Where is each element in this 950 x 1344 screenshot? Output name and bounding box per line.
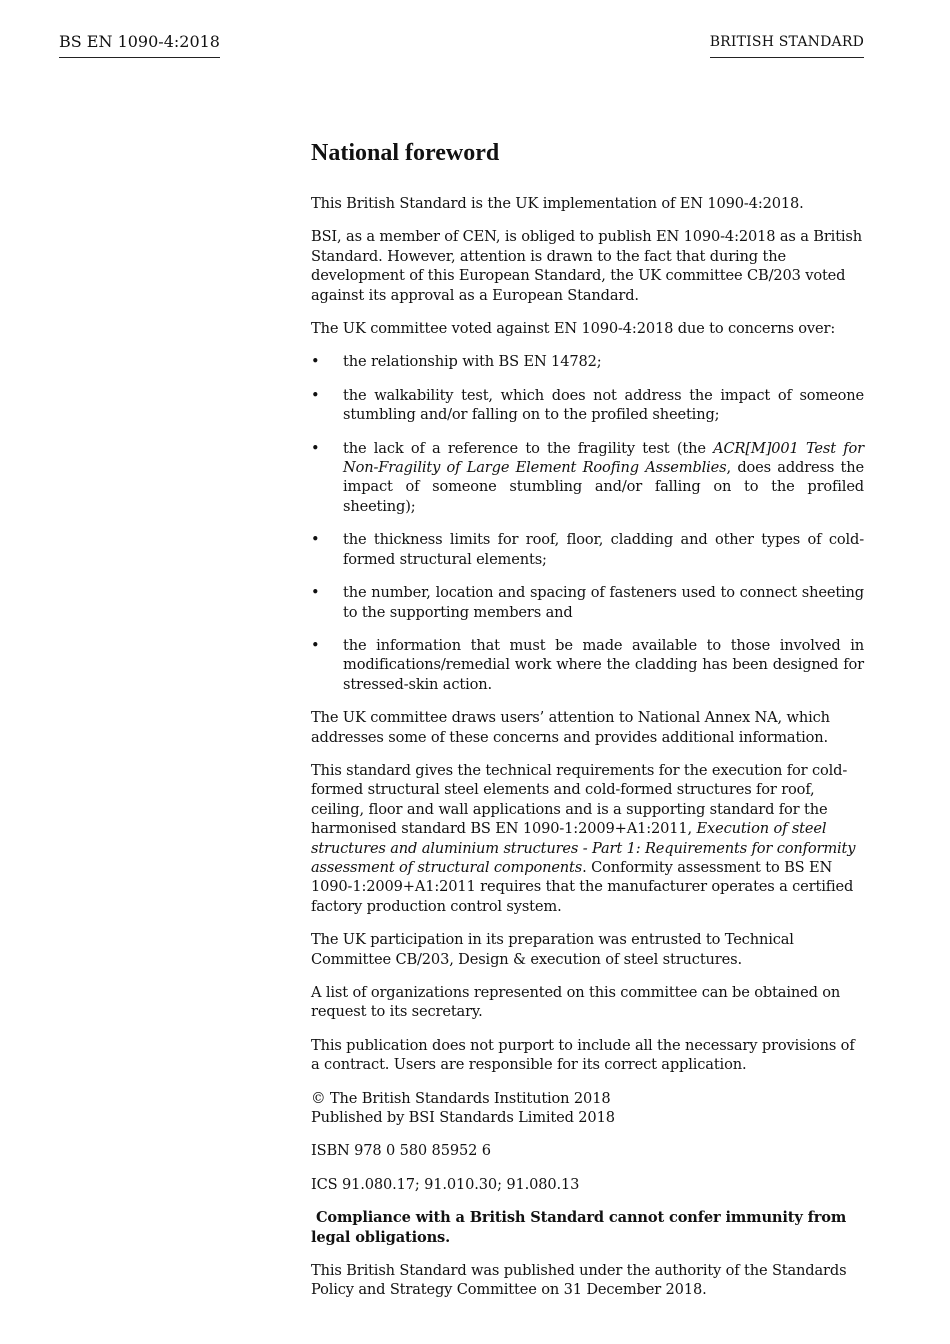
page-title: National foreword [311, 140, 500, 166]
header-standard-number: BS EN 1090-4:2018 [59, 31, 220, 58]
paragraph-organizations: A list of organizations represented on this committee can be obtained on request to its secretary. [311, 984, 841, 1021]
paragraph-technical-requirements: This standard gives the technical requirements for the execution for cold-formed structural steel elements and cold-formed structures for roof, ceiling, floor and wall applications and is a supporting standard for the harmonised standard BS EN 1090-1:2009+A1:2011, Execution of steel structures and aluminium structures - Part 1: Requirements for conformity assessment of structural components. Conformity assessment to BS EN 1090-1:2009+A1:2011 requires that the manufacturer operates a certified factory production control system. [311, 761, 856, 915]
harmonised-standard-title: Execution of steel structures and aluminium structures - Part 1: Requirements for conformity assessment of structural components [311, 820, 856, 876]
paragraph-contract-disclaimer: This publication does not purport to include all the necessary provisions of a contract. Users are responsible for its correct application. [311, 1036, 855, 1074]
list-item: • the lack of a reference to the fragility test (the ACR[M]001 Test for Non-Fragility of Large Element Roofing Assemblies, does address the impact of someone stumbling and/or falling on to the profiled sheeting); [311, 439, 864, 515]
foreword-body [311, 138, 864, 1314]
paragraph-national-annex: The UK committee draws users’ attention to National Annex NA, which addresses some of these concerns and provides additional information. [311, 709, 830, 746]
list-item: • the relationship with BS EN 14782; [311, 353, 602, 371]
published-line: Published by BSI Standards Limited 2018 [311, 1109, 615, 1127]
compliance-notice: Compliance with a British Standard cannot confer immunity from legal obligations. [311, 1209, 852, 1246]
paragraph-cen-obligation: BSI, as a member of CEN, is obliged to publish EN 1090-4:2018 as a British Standard. However, attention is drawn to the fact that during the development of this European Standard, the UK committee CB/203 voted against its approval as a European Standard. [311, 228, 863, 304]
concerns-list [311, 352, 864, 694]
header-publisher-label: BRITISH STANDARD [710, 31, 864, 58]
list-item: • the number, location and spacing of fasteners used to connect sheeting to the supporting members and [311, 584, 864, 621]
isbn-line: ISBN 978 0 580 85952 6 [311, 1142, 491, 1160]
bullet-icon: • [311, 636, 320, 654]
bullet-icon: • [311, 386, 320, 404]
list-item: • the information that must be made available to those involved in modifications/remedial work where the cladding has been designed for stressed-skin action. [311, 636, 864, 693]
list-item: • the walkability test, which does not address the impact of someone stumbling and/or falling on to the profiled sheeting; [311, 386, 864, 424]
copyright-line: © The British Standards Institution 2018 [311, 1089, 611, 1107]
paragraph-publication-authority: This British Standard was published under the authority of the Standards Policy and Strategy Committee on 31 December 2018. [311, 1262, 847, 1299]
bullet-icon: • [311, 531, 320, 549]
bullet-icon: • [311, 353, 320, 371]
paragraph-implementation: This British Standard is the UK implementation of EN 1090-4:2018. [311, 195, 804, 212]
list-item: • the thickness limits for roof, floor, cladding and other types of cold-formed structural elements; [311, 531, 864, 568]
bullet-icon: • [311, 584, 320, 602]
ics-line: ICS 91.080.17; 91.010.30; 91.080.13 [311, 1175, 580, 1193]
paragraph-committee: The UK participation in its preparation was entrusted to Technical Committee CB/203, Design & execution of steel structures. [311, 931, 794, 968]
paragraph-concerns-intro: The UK committee voted against EN 1090-4:2018 due to concerns over: [311, 320, 836, 338]
fragility-test-title: ACR[M]001 Test for Non-Fragility of Large Element Roofing Assemblies [343, 439, 864, 477]
copyright-block [311, 1089, 864, 1128]
bullet-icon: • [311, 439, 320, 457]
